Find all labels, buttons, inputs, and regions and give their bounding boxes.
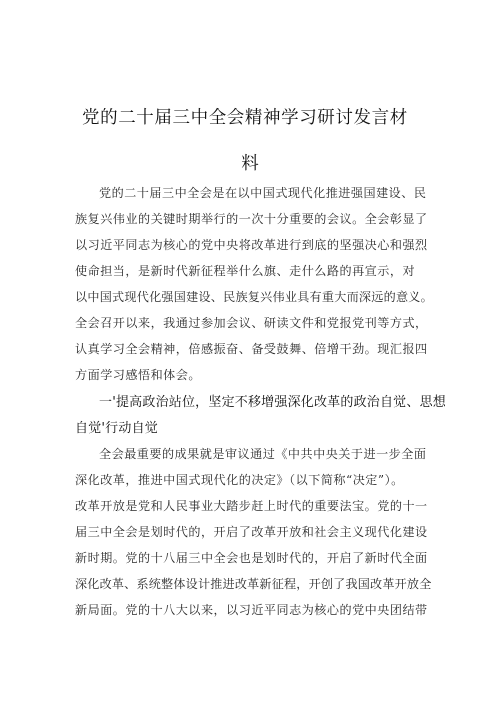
text-line: 深化改革、系统整体设计推进改革新征程，开创了我国改革开放全 [75,577,432,591]
text-line: 认真学习全会精神，倍感振奋、备受鼓舞、倍增干劲。现汇报四 [75,342,428,356]
text-line: 以中国式现代化强国建设、民族复兴伟业具有重大而深远的意义。 [75,290,433,304]
text-line: 届三中全会是划时代的，开启了改革开放和社会主义现代化建设 [75,525,428,539]
text-line: 深化改革，推进中国式现代化的决定》（以下简称“决定”）。 [75,473,404,487]
text-line: 以习近平同志为核心的党中央将改革进行到底的坚强决心和强烈 [75,238,428,252]
heading-line: 自觉'行动自觉 [75,421,158,436]
text-line: 新局面。党的十八大以来，以习近平同志为核心的党中央团结带 [75,603,428,617]
document-title-continuation: 料 [241,154,259,174]
text-line: 全会最重要的成果就是审议通过《中共中央关于进一步全面 [99,447,427,461]
text-line: 党的二十届三中全会是在以中国式现代化推进强国建设、民 [99,186,427,200]
text-line: 改革开放是党和人民事业大踏步赶上时代的重要法宝。党的十一 [75,499,428,513]
document-title: 党的二十届三中全会精神学习研讨发言材 [82,108,408,128]
text-line: 方面学习感悟和体会。 [75,368,201,382]
text-line: 使命担当，是新时代新征程举什么旗、走什么路的再宣示，对 [75,264,416,278]
heading-line: 一'提高政治站位，坚定不移增强深化改革的政治自觉、思想 [99,395,446,410]
text-line: 全会召开以来，我通过参加会议、研读文件和党报党刊等方式， [75,316,428,330]
text-line: 新时期。党的十八届三中全会也是划时代的，开启了新时代全面 [75,551,428,565]
text-line: 族复兴伟业的关键时期举行的一次十分重要的会议。全会彰显了 [75,212,428,226]
